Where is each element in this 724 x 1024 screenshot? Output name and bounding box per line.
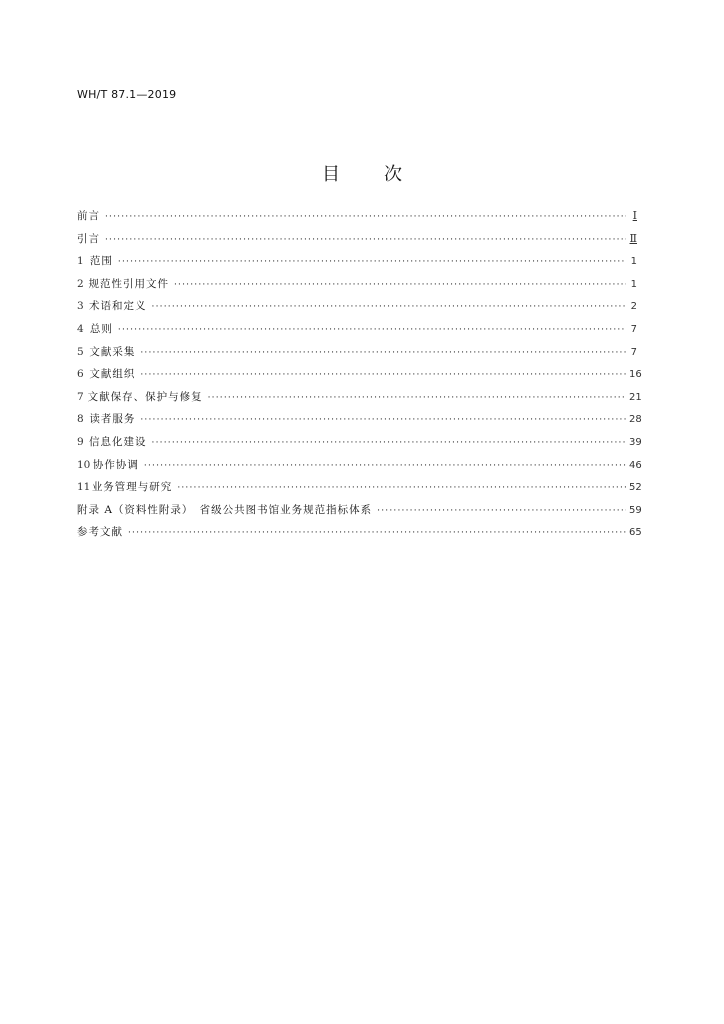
toc-entry-number: 1 <box>77 255 84 268</box>
toc-entry-number: 11 <box>77 481 91 494</box>
dot-leader <box>177 480 626 496</box>
toc-entry[interactable] <box>77 524 642 547</box>
toc-entry[interactable] <box>77 231 637 254</box>
toc-entry-number: 10 <box>77 458 91 471</box>
toc-entry-number: 3 <box>77 300 84 313</box>
toc-entry-title: 范围 <box>89 255 113 268</box>
toc-entry-number: 9 <box>77 435 84 448</box>
toc-entry-number: 8 <box>77 413 84 426</box>
toc-entry-title: 前言 <box>77 210 100 222</box>
toc-entry-page: 28 <box>629 414 642 426</box>
toc-entry-page: 39 <box>629 436 642 448</box>
toc-entry[interactable] <box>77 457 642 480</box>
toc-entry[interactable] <box>77 344 637 367</box>
toc-entry-title: 文献组织 <box>89 368 136 381</box>
toc-list <box>77 208 642 547</box>
toc-entry-title: 参考文献 <box>77 526 123 539</box>
toc-entry[interactable] <box>77 208 637 231</box>
toc-heading-char-1: 目 <box>322 164 340 186</box>
dot-leader <box>140 412 626 428</box>
toc-entry[interactable] <box>77 366 642 389</box>
toc-entry-title: 引言 <box>77 232 100 245</box>
toc-entry-title: 协作协调 <box>92 458 139 471</box>
toc-entry-page: 7 <box>630 323 637 335</box>
toc-entry-title: 业务管理与研究 <box>91 481 173 494</box>
dot-leader <box>105 232 626 248</box>
toc-entry-page: 2 <box>630 301 637 313</box>
dot-leader <box>208 390 626 406</box>
toc-entry-page: 1 <box>630 278 637 290</box>
toc-entry-page: 52 <box>629 482 642 494</box>
toc-entry-page: Ⅰ <box>632 209 637 222</box>
toc-heading-char-2: 次 <box>384 164 402 186</box>
dot-leader <box>140 367 626 383</box>
toc-entry-title: 文献保存、保护与修复 <box>87 390 203 403</box>
toc-entry[interactable] <box>77 434 642 457</box>
toc-entry-title: 文献采集 <box>89 345 136 358</box>
toc-entry-number: 7 <box>77 390 84 403</box>
toc-entry-number: 6 <box>77 368 84 381</box>
toc-entry[interactable] <box>77 389 642 412</box>
toc-entry-title: 读者服务 <box>89 413 136 426</box>
dot-leader <box>118 322 626 338</box>
dot-leader <box>144 458 626 474</box>
toc-entry-page: 16 <box>629 369 642 381</box>
toc-entry[interactable] <box>77 502 642 525</box>
toc-entry-page: 59 <box>629 504 642 516</box>
dot-leader <box>174 277 626 293</box>
toc-entry-title: 附录 A（资料性附录） 省级公共图书馆业务规范指标体系 <box>77 503 373 516</box>
toc-entry-number: 4 <box>77 322 84 335</box>
toc-entry-title: 规范性引用文件 <box>88 277 169 290</box>
toc-entry-title: 信息化建设 <box>89 435 147 448</box>
toc-entry-page: 7 <box>630 346 637 358</box>
toc-entry-page: 1 <box>630 256 637 268</box>
dot-leader <box>152 299 626 315</box>
dot-leader <box>377 503 626 519</box>
dot-leader <box>152 435 626 451</box>
toc-entry[interactable] <box>77 253 637 276</box>
dot-leader <box>140 345 626 361</box>
toc-entry-page: 46 <box>629 459 642 471</box>
toc-heading <box>0 160 724 186</box>
toc-entry-number: 2 <box>77 277 84 290</box>
toc-entry[interactable] <box>77 479 642 502</box>
toc-entry-page: Ⅱ <box>629 231 637 245</box>
toc-entry[interactable] <box>77 321 637 344</box>
toc-entry-title: 术语和定义 <box>89 300 147 313</box>
standard-code: WH/T 87.1—2019 <box>77 88 177 101</box>
toc-entry-page: 21 <box>629 391 642 403</box>
toc-entry[interactable] <box>77 411 642 434</box>
dot-leader <box>128 525 626 541</box>
toc-entry-number: 5 <box>77 345 84 358</box>
dot-leader <box>118 254 626 270</box>
toc-entry[interactable] <box>77 276 637 299</box>
dot-leader <box>105 209 626 225</box>
toc-entry-title: 总则 <box>89 322 113 335</box>
toc-entry[interactable] <box>77 298 637 321</box>
toc-entry-page: 65 <box>628 527 642 539</box>
